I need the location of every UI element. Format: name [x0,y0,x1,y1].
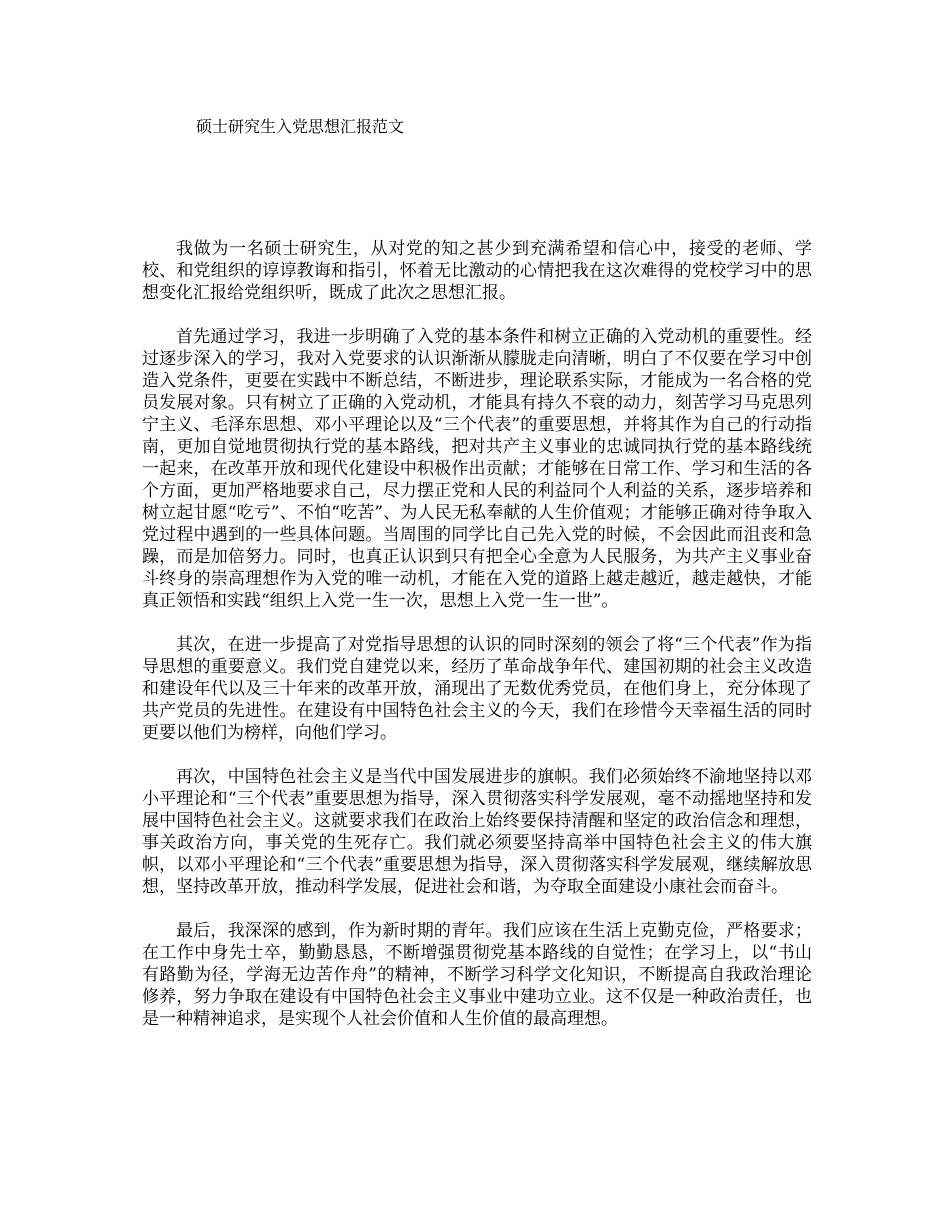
document-title: 硕士研究生入党思想汇报范文 [196,117,405,136]
document-body [142,238,812,1052]
paragraph-first: 首先通过学习，我进一步明确了入党的基本条件和树立正确的入党动机的重要性。经过逐步深入的学习，我对入党要求的认识渐渐从朦胧走向清晰，明白了不仅要在学习中创造入党条件，更要在实践中不断总结，不断进步，理论联系实际，才能成为一名合格的党员发展对象。只有树立了正确的入党动机，才能具有持久不衰的动力，刻苦学习马克思列宁主义、毛泽东思想、邓小平理论以及“三个代表”的重要思想，并将其作为自己的行动指南，更加自觉地贯彻执行党的基本路线，把对共产主义事业的忠诚同执行党的基本路线统一起来，在改革开放和现代化建设中积极作出贡献；才能够在日常工作、学习和生活的各个方面，更加严格地要求自己，尽力摆正党和人民的利益同个人利益的关系，逐步培养和树立起甘愿“吃亏”、不怕“吃苦”、为人民无私奉献的人生价值观；才能够正确对待争取入党过程中遇到的一些具体问题。当周围的同学比自己先入党的时候，不会因此而沮丧和急躁，而是加倍努力。同时，也真正认识到只有把全心全意为人民服务，为共产主义事业奋斗终身的崇高理想作为入党的唯一动机，才能在入党的道路上越走越近，越走越快，才能真正领悟和实践“组织上入党一生一次，思想上入党一生一世”。 [142,327,812,611]
paragraph-third: 再次，中国特色社会主义是当代中国发展进步的旗帜。我们必须始终不渝地坚持以邓小平理论和“三个代表”重要思想为指导，深入贯彻落实科学发展观，毫不动摇地坚持和发展中国特色社会主义。这就要求我们在政治上始终要保持清醒和坚定的政治信念和理想，事关政治方向，事关党的生死存亡。我们就必须要坚持高举中国特色社会主义的伟大旗帜，以邓小平理论和“三个代表”重要思想为指导，深入贯彻落实科学发展观，继续解放思想，坚持改革开放，推动科学发展，促进社会和谐，为夺取全面建设小康社会而奋斗。 [142,767,812,897]
paragraph-last: 最后，我深深的感到，作为新时期的青年。我们应该在生活上克勤克俭，严格要求；在工作中身先士卒，勤勤恳恳，不断增强贯彻党基本路线的自觉性；在学习上，以“书山有路勤为径，学海无边苦作舟”的精神，不断学习科学文化知识，不断提高自我政治理论修养，努力争取在建设有中国特色社会主义事业中建功立业。这不仅是一种政治责任，也是一种精神追求，是实现个人社会价值和人生价值的最高理想。 [142,921,812,1029]
paragraph-intro: 我做为一名硕士研究生，从对党的知之甚少到充满希望和信心中，接受的老师、学校、和党组织的谆谆教诲和指引，怀着无比激动的心情把我在这次难得的党校学习中的思想变化汇报给党组织听，既成了此次之思想汇报。 [142,239,812,303]
paragraph-second: 其次，在进一步提高了对党指导思想的认识的同时深刻的领会了将“三个代表”作为指导思想的重要意义。我们党自建党以来，经历了革命战争年代、建国初期的社会主义改造和建设年代以及三十年来的改革开放，涌现出了无数优秀党员，在他们身上，充分体现了共产党员的先进性。在建设有中国特色社会主义的今天，我们在珍惜今天幸福生活的同时更要以他们为榜样，向他们学习。 [142,635,812,743]
